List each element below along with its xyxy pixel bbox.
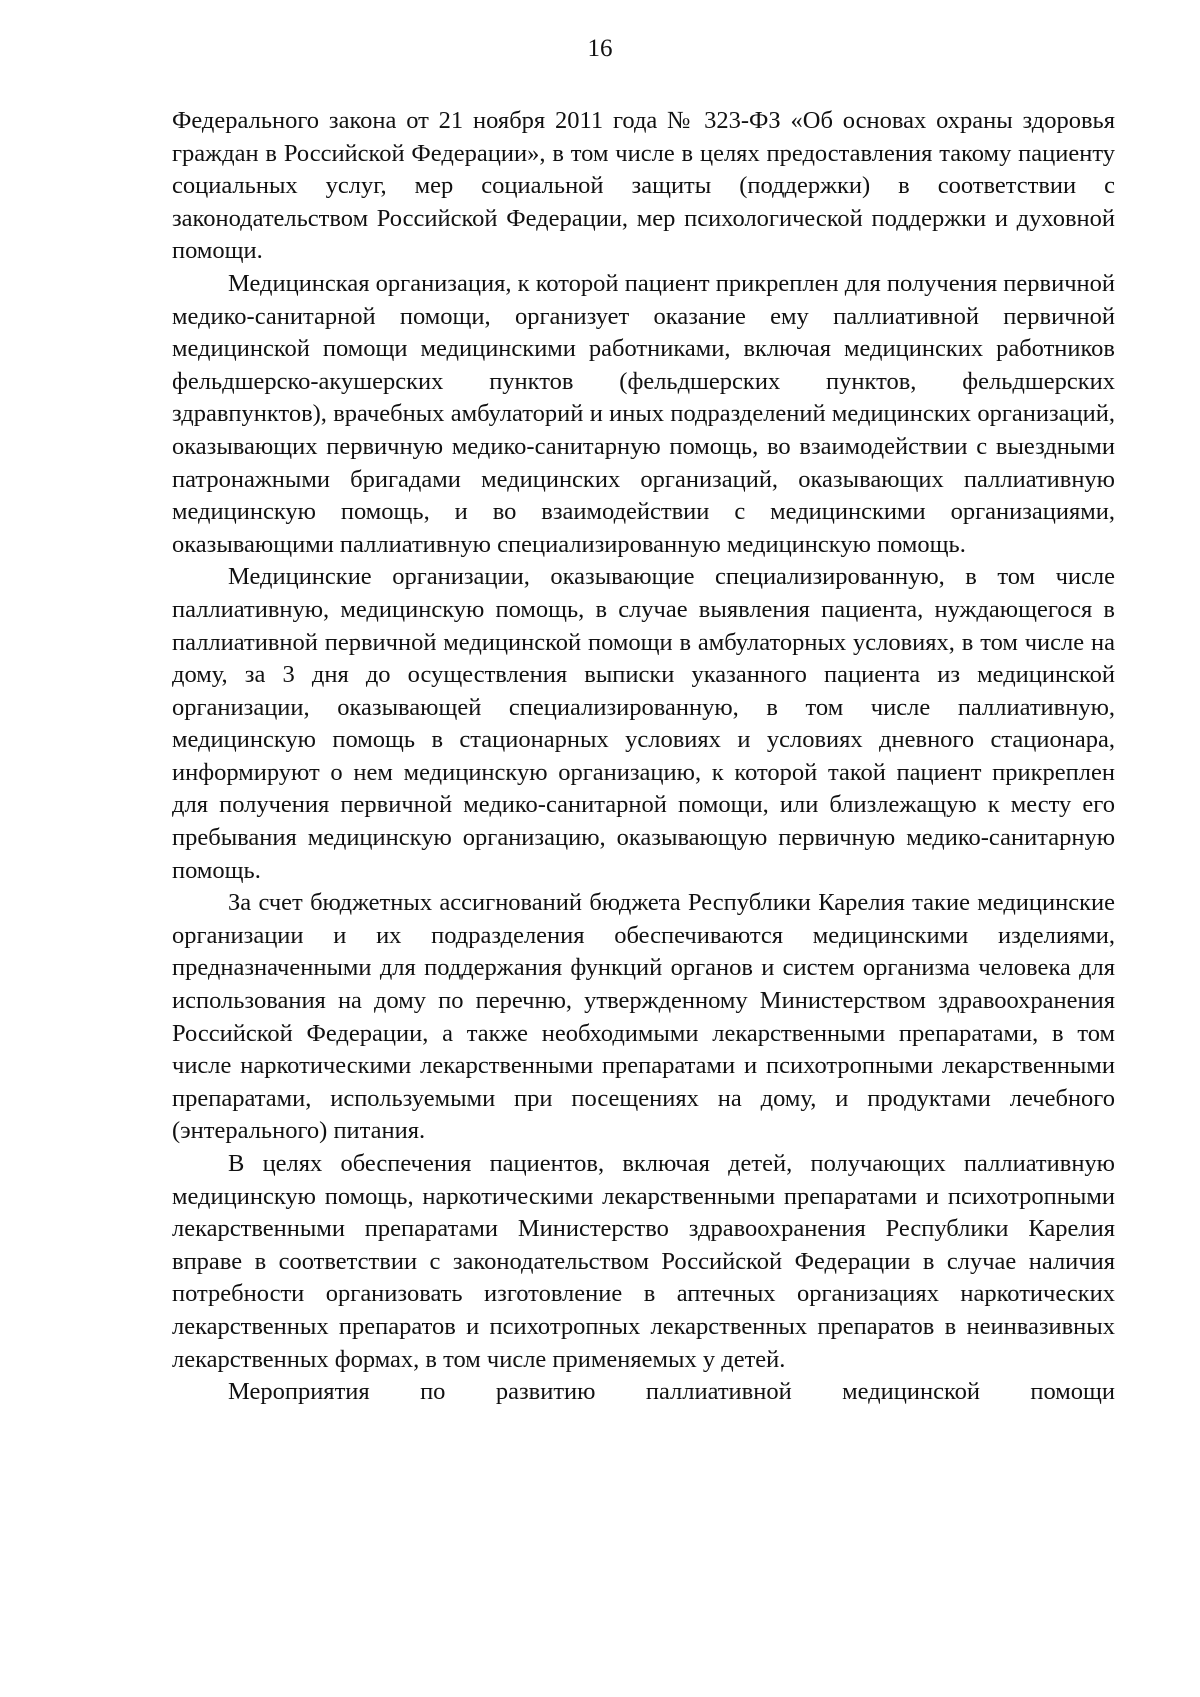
paragraph-1: Федерального закона от 21 ноября 2011 года № 323-ФЗ «Об основах охраны здоровья граждан в Российской Федерации», в том числе в целях предоставления такому пациенту социальных услуг, мер социальной защиты (поддержки) в соответствии с законодательством Российской Федерации, мер психологической поддержки и духовной помощи. xyxy=(172,107,1115,265)
paragraph-6: Мероприятия по развитию паллиативной медицинской помощи xyxy=(228,1378,1115,1406)
page-number: 16 xyxy=(587,35,613,62)
document-body xyxy=(172,105,1115,1409)
paragraph-5: В целях обеспечения пациентов, включая детей, получающих паллиативную медицинскую помощь, наркотическими лекарственными препаратами и психотропными лекарственными препаратами Министерство здравоохранения Республики Карелия вправе в соответствии с законодательством Российской Федерации в случае наличия потребности организовать изготовление в аптечных организациях наркотических лекарственных препаратов и психотропных лекарственных препаратов в неинвазивных лекарственных формах, в том числе применяемых у детей. xyxy=(172,1150,1115,1373)
paragraph-4: За счет бюджетных ассигнований бюджета Республики Карелия такие медицинские организации и их подразделения обеспечиваются медицинскими изделиями, предназначенными для поддержания функций органов и систем организма человека для использования на дому по перечню, утвержденному Министерством здравоохранения Российской Федерации, а также необходимыми лекарственными препаратами, в том числе наркотическими лекарственными препаратами и психотропными лекарственными препаратами, используемыми при посещениях на дому, и продуктами лечебного (энтерального) питания. xyxy=(172,889,1115,1145)
paragraph-2: Медицинская организация, к которой пациент прикреплен для получения первичной медико-санитарной помощи, организует оказание ему паллиативной первичной медицинской помощи медицинскими работниками, включая медицинских работников фельдшерско-акушерских пунктов (фельдшерских пунктов, фельдшерских здравпунктов), врачебных амбулаторий и иных подразделений медицинских организаций, оказывающих первичную медико-санитарную помощь, во взаимодействии с выездными патронажными бригадами медицинских организаций, оказывающих паллиативную медицинскую помощь, и во взаимодействии с медицинскими организациями, оказывающими паллиативную специализированную медицинскую помощь. xyxy=(172,269,1115,558)
paragraph-3: Медицинские организации, оказывающие специализированную, в том числе паллиативную, медицинскую помощь, в случае выявления пациента, нуждающегося в паллиативной первичной медицинской помощи в амбулаторных условиях, в том числе на дому, за 3 дня до осуществления выписки указанного пациента из медицинской организации, оказывающей специализированную, в том числе паллиативную, медицинскую помощь в стационарных условиях и условиях дневного стационара, информируют о нем медицинскую организацию, к которой такой пациент прикреплен для получения первичной медико-санитарной помощи, или близлежащую к месту его пребывания медицинскую организацию, оказывающую первичную медико-санитарную помощь. xyxy=(172,563,1115,884)
